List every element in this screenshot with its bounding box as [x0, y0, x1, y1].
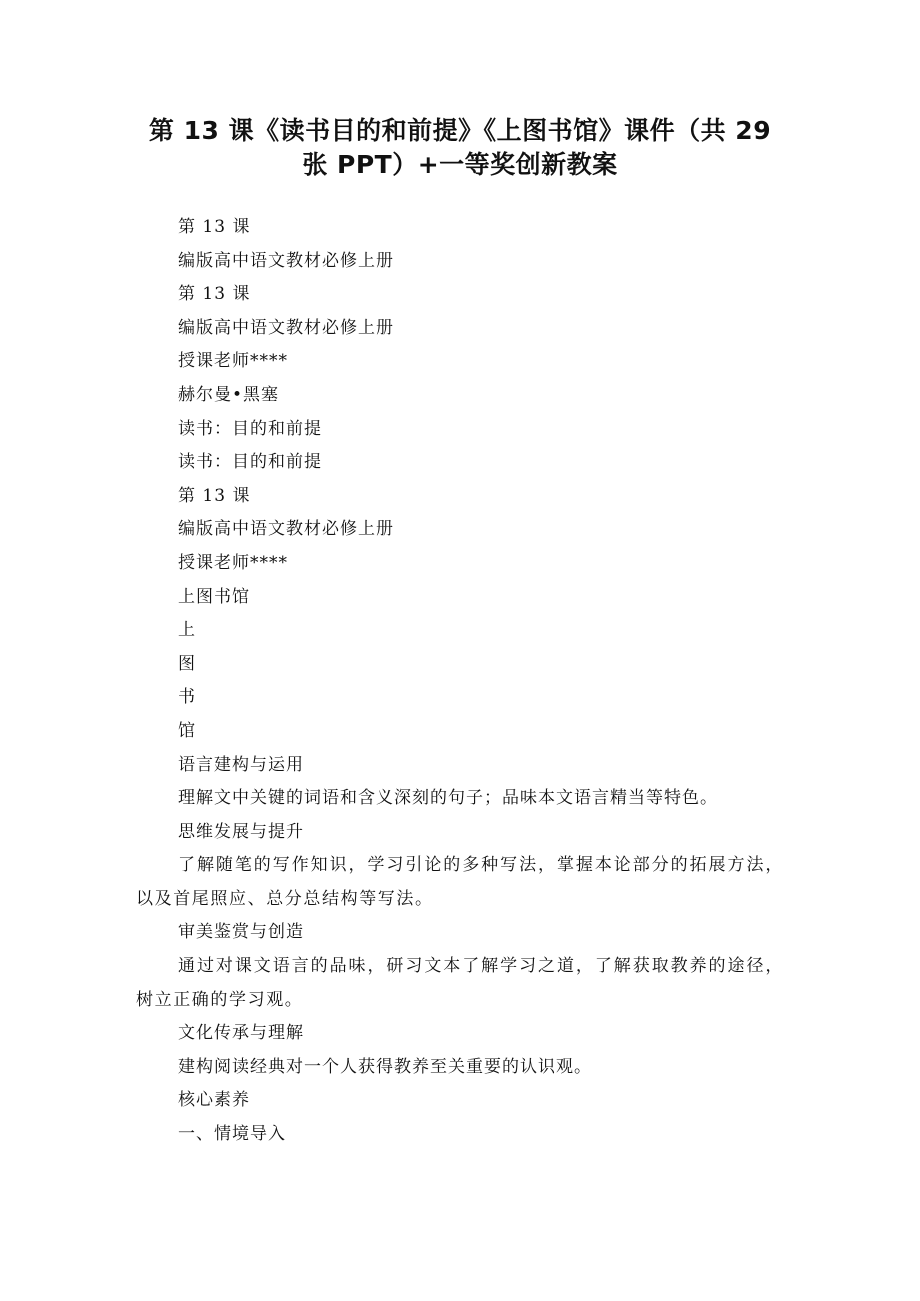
section-heading: 思维发展与提升 [178, 821, 304, 842]
title-line-1: 第 13 课《读书目的和前提》《上图书馆》课件（共 29 [148, 116, 772, 145]
section-heading: 核心素养 [178, 1090, 250, 1111]
teacher-line: 授课老师**** [178, 552, 288, 573]
section-heading: 文化传承与理解 [178, 1023, 304, 1044]
paragraph: 理解文中关键的词语和含义深刻的句子；品味本文语言精当等特色。 [178, 788, 718, 809]
textbook-name: 编版高中语文教材必修上册 [178, 317, 394, 338]
title-character: 图 [178, 653, 196, 674]
essay-title: 上图书馆 [178, 586, 250, 607]
section-heading: 一、情境导入 [178, 1124, 286, 1145]
author-name: 赫尔曼•黑塞 [178, 384, 280, 405]
textbook-name: 编版高中语文教材必修上册 [178, 519, 394, 540]
lesson-number: 第 13 课 [178, 284, 251, 305]
teacher-line: 授课老师**** [178, 351, 288, 372]
section-heading: 审美鉴赏与创造 [178, 922, 304, 943]
section-heading: 语言建构与运用 [178, 754, 304, 775]
paragraph: 通过对课文语言的品味，研习文本了解学习之道，了解获取教养的途径，树立正确的学习观。 [136, 956, 784, 1010]
textbook-name: 编版高中语文教材必修上册 [178, 250, 394, 271]
title-line-2: 张 PPT）+一等奖创新教案 [302, 150, 618, 179]
document-title [130, 114, 790, 182]
essay-title: 读书：目的和前提 [178, 452, 322, 473]
document-body [136, 211, 784, 1152]
title-character: 馆 [178, 720, 196, 741]
title-character: 书 [178, 687, 196, 708]
lesson-number: 第 13 课 [178, 485, 251, 506]
title-character: 上 [178, 620, 196, 641]
paragraph: 建构阅读经典对一个人获得教养至关重要的认识观。 [178, 1056, 592, 1077]
lesson-number: 第 13 课 [178, 217, 251, 237]
paragraph: 了解随笔的写作知识，学习引论的多种写法，掌握本论部分的拓展方法，以及首尾照应、总分总结构等写法。 [136, 855, 784, 909]
essay-title: 读书：目的和前提 [178, 418, 322, 439]
